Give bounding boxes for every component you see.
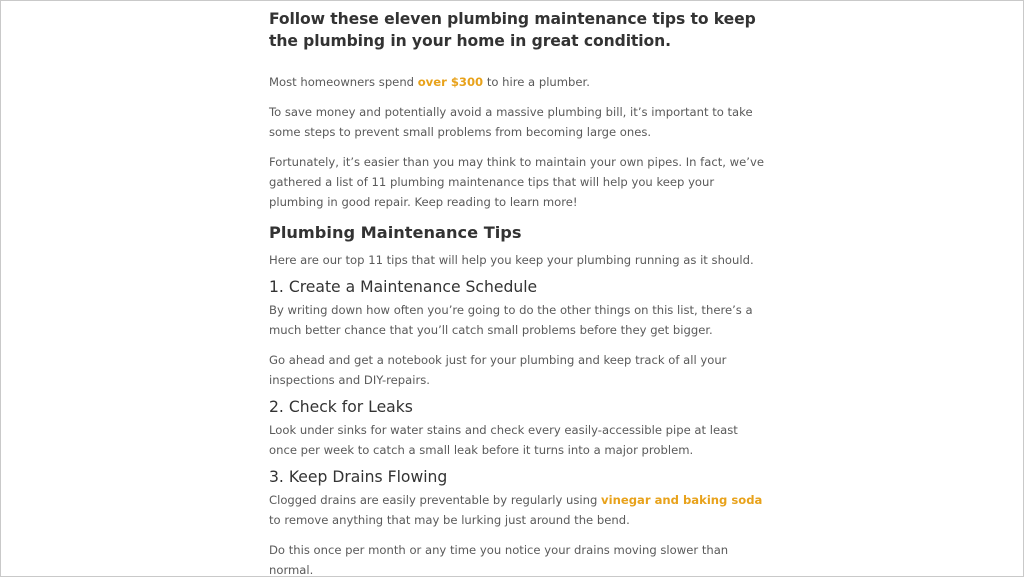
vinegar-baking-soda-link[interactable]: vinegar and baking soda: [601, 493, 763, 507]
tip-2-title: 2. Check for Leaks: [269, 398, 413, 416]
over-300-link[interactable]: over $300: [417, 75, 484, 89]
section-intro: Here are our top 11 tips that will help you keep your plumbing running as it should.: [269, 253, 754, 267]
tip-1-paragraph-2: Go ahead and get a notebook just for your plumbing and keep track of all your inspections and DIY-repairs.: [269, 353, 727, 387]
tip-3-paragraph-1: [269, 490, 769, 530]
tip-1-paragraph-1: By writing down how often you’re going to do the other things on this list, there’s a much better chance that you’ll catch small problems before they get bigger.: [269, 303, 753, 337]
intro-heading: Follow these eleven plumbing maintenance tips to keep the plumbing in your home in great condition.: [269, 10, 756, 50]
tip-3-paragraph-1-before: Clogged drains are easily preventable by regularly using: [269, 493, 602, 507]
tip-3-paragraph-2: Do this once per month or any time you notice your drains moving slower than normal.: [269, 543, 729, 577]
paragraph-save-money: To save money and potentially avoid a massive plumbing bill, it’s important to take some steps to prevent small problems from becoming large ones.: [269, 105, 753, 139]
paragraph-fortunately: Fortunately, it’s easier than you may think to maintain your own pipes. In fact, we’ve gathered a list of 11 plumbing maintenance tips that will help you keep your plumbing in good repair. Keep reading to learn more!: [269, 155, 764, 209]
tip-2-paragraph-1: Look under sinks for water stains and check every easily-accessible pipe at least once per week to catch a small leak before it turns into a major problem.: [269, 423, 738, 457]
article-body: [269, 0, 769, 580]
tip-3-title: 3. Keep Drains Flowing: [269, 468, 448, 486]
tip-1-title: 1. Create a Maintenance Schedule: [269, 278, 538, 296]
section-title: Plumbing Maintenance Tips: [269, 223, 522, 242]
paragraph-cost-after: to hire a plumber.: [483, 75, 590, 89]
paragraph-cost-before: Most homeowners spend: [269, 75, 418, 89]
paragraph-cost: [269, 72, 769, 92]
tip-3-paragraph-1-after: to remove anything that may be lurking just around the bend.: [269, 513, 630, 527]
